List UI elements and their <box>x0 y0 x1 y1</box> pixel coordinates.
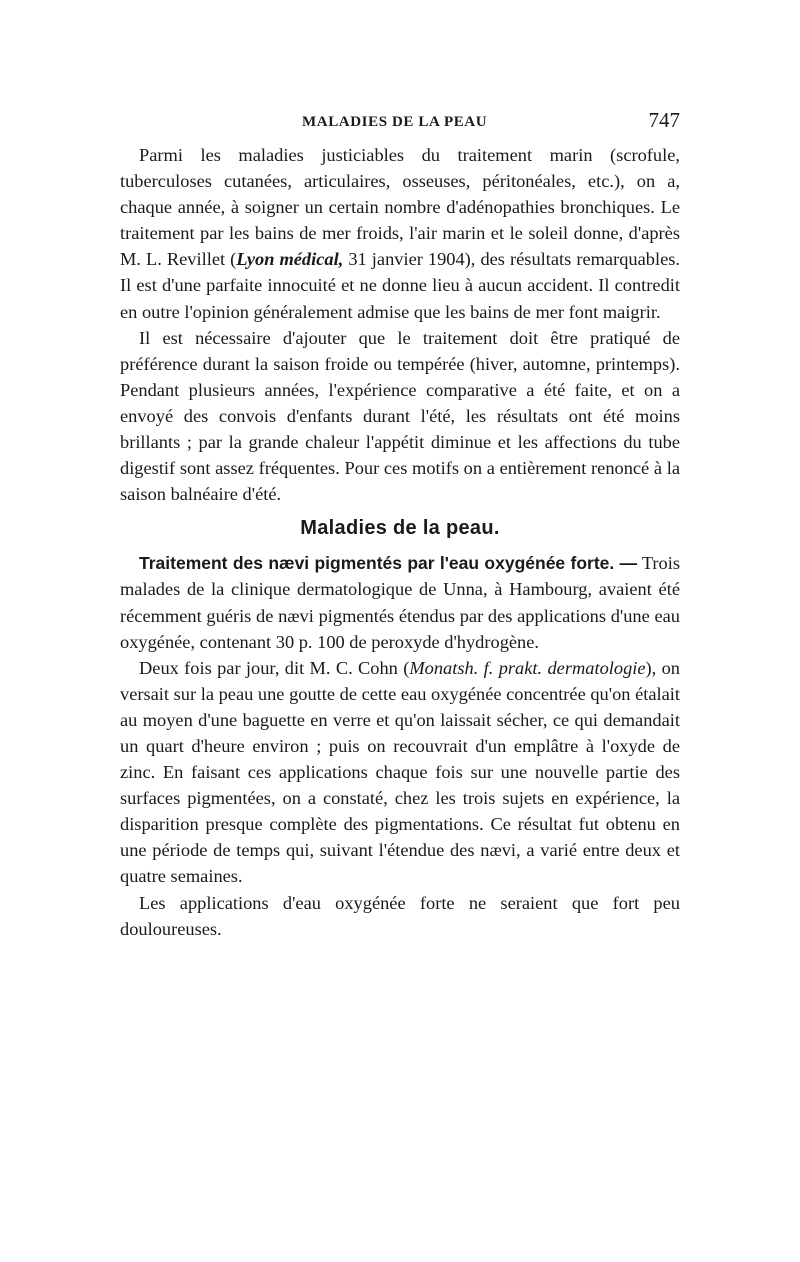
paragraph-text: Trois malades de la clinique dermatologique de Unna, à Hambourg, avaient été récemment guéris de nævi pigmentés étendus par des applications d'une eau oxygénée, contenant 30 p. 100 de peroxyde d'hydrogène. <box>120 553 680 652</box>
paragraph-adenopathies <box>120 142 680 325</box>
section-title: Maladies de la peau. <box>300 517 500 540</box>
running-title: MALADIES DE LA PEAU <box>302 114 488 130</box>
paragraph-text: Deux fois par jour, dit M. C. Cohn ( <box>139 657 410 678</box>
paragraph-text: Parmi les maladies justiciables du traitement marin (scrofule, tuberculoses cutanées, articulaires, osseuses, péritonéales, etc.), on a, chaque année, à soigner un certain nombre d'adénopathies bronchiques. Le traitement par les bains de mer froids, l'air marin et le soleil donne, d'après M. L. Revillet ( <box>120 145 680 270</box>
running-head <box>120 108 680 142</box>
journal-citation: Monatsh. f. prakt. dermatologie <box>409 657 646 678</box>
book-page <box>120 108 680 942</box>
paragraph-conclusion: Les applications d'eau oxygénée forte ne seraient que fort peu douloureuses. <box>120 892 680 939</box>
paragraph-naevi <box>120 550 680 654</box>
paragraph-saison: Il est nécessaire d'ajouter que le traitement doit être pratiqué de préférence durant la saison froide ou tempérée (hiver, automne, printemps). Pendant plusieurs années, l'expérience comparative a été faite, et on a envoyé des convois d'enfants durant l'été, les résultats ont été moins brillants ; par la grande chaleur l'appétit diminue et les affections du tube digestif sont assez fréquentes. Pour ces motifs on a entièrement renoncé à la saison balnéaire d'été. <box>120 327 680 505</box>
paragraph-cohn <box>120 655 680 890</box>
journal-citation: Lyon médical, <box>236 249 344 270</box>
paragraph-text: 31 janvier 1904), des résultats remarquables. Il est d'une parfaite innocuité et ne donne lieu à aucun accident. Il contredit en outre l'opinion généralement admise que les bains de mer font maigrir. <box>120 249 680 322</box>
paragraph-text: ), on versait sur la peau une goutte de cette eau oxygénée concentrée qu'on étalait au moyen d'une baguette en verre et qu'on laissait sécher, ce qui demandait un quart d'heure environ ; puis on recouvrait d'un emplâtre à l'oxyde de zinc. En faisant ces applications chaque fois sur une nouvelle partie des surfaces pigmentées, on a constaté, chez les trois sujets en expérience, la disparition presque complète des pigmentations. Ce résultat fut obtenu en une période de temps qui, suivant l'étendue des nævi, a varié entre deux et quatre semaines. <box>120 657 681 887</box>
article-title: Traitement des nævi pigmentés par l'eau oxygénée forte. — <box>139 553 638 574</box>
page-number: 747 <box>648 108 680 132</box>
